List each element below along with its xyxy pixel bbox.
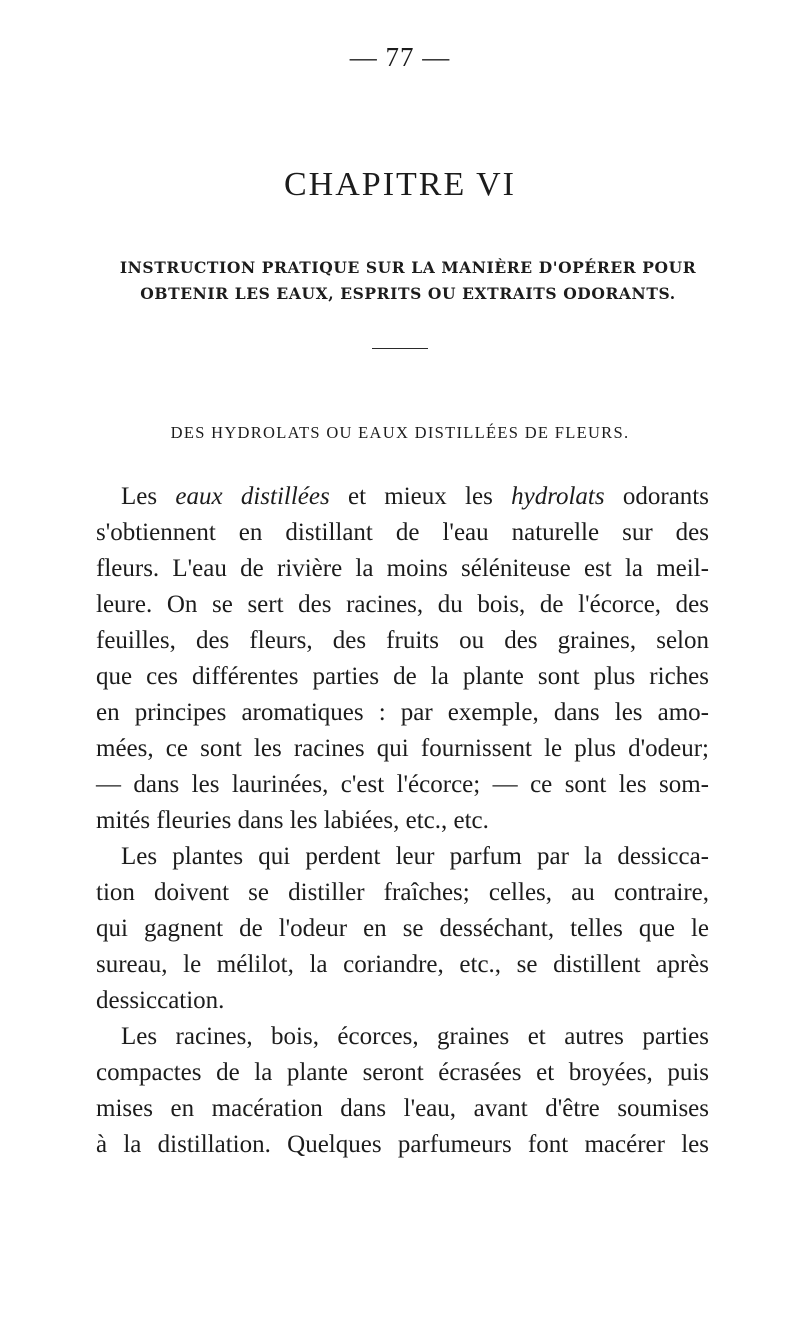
text-line: — dans les laurinées, c'est l'écorce; — ce sont les som- bbox=[96, 771, 709, 798]
text-line: Les plantes qui perdent leur parfum par la dessicca- bbox=[121, 843, 709, 870]
text-line: sureau, le mélilot, la coriandre, etc., se distillent après bbox=[96, 951, 709, 978]
text-line: en principes aromatiques : par exemple, dans les amo- bbox=[96, 699, 709, 726]
text-line: que ces différentes parties de la plante sont plus riches bbox=[96, 663, 709, 690]
text-run: Les bbox=[121, 483, 176, 510]
text-line: mées, ce sont les racines qui fournissent le plus d'odeur; bbox=[96, 735, 709, 762]
text-line: à la distillation. Quelques parfumeurs font macérer les bbox=[96, 1131, 709, 1158]
text-line: feuilles, des fleurs, des fruits ou des graines, selon bbox=[96, 627, 709, 654]
italic-term: eaux distillées bbox=[175, 483, 330, 510]
text-line: Les racines, bois, écorces, graines et autres parties bbox=[121, 1023, 709, 1050]
text-line bbox=[121, 482, 709, 512]
text-run: odorants bbox=[604, 483, 709, 510]
text-run: et mieux les bbox=[329, 483, 512, 510]
text-line: compactes de la plante seront écrasées et broyées, puis bbox=[96, 1059, 709, 1086]
chapter-title: CHAPITRE VI bbox=[284, 166, 516, 203]
section-divider bbox=[372, 348, 428, 349]
text-line: fleurs. L'eau de rivière la moins séléniteuse est la meil- bbox=[96, 555, 709, 582]
text-line: tion doivent se distiller fraîches; celles, au contraire, bbox=[96, 879, 709, 906]
text-line: mités fleuries dans les labiées, etc., etc. bbox=[96, 807, 489, 834]
text-line: mises en macération dans l'eau, avant d'être soumises bbox=[96, 1095, 709, 1122]
chapter-subtitle-line-2: OBTENIR LES EAUX, ESPRITS OU EXTRAITS ODORANTS. bbox=[140, 284, 676, 303]
italic-term: hydrolats bbox=[511, 483, 605, 510]
section-heading: DES HYDROLATS OU EAUX DISTILLÉES DE FLEURS. bbox=[170, 423, 630, 442]
chapter-subtitle-line-1: INSTRUCTION PRATIQUE SUR LA MANIÈRE D'OPÉRER POUR bbox=[119, 258, 697, 277]
page-number: — 77 — bbox=[349, 42, 451, 72]
text-line: s'obtiennent en distillant de l'eau naturelle sur des bbox=[96, 519, 709, 546]
text-line: dessiccation. bbox=[96, 987, 225, 1014]
text-line: leure. On se sert des racines, du bois, de l'écorce, des bbox=[96, 591, 709, 618]
text-line: qui gagnent de l'odeur en se desséchant, telles que le bbox=[96, 915, 709, 942]
